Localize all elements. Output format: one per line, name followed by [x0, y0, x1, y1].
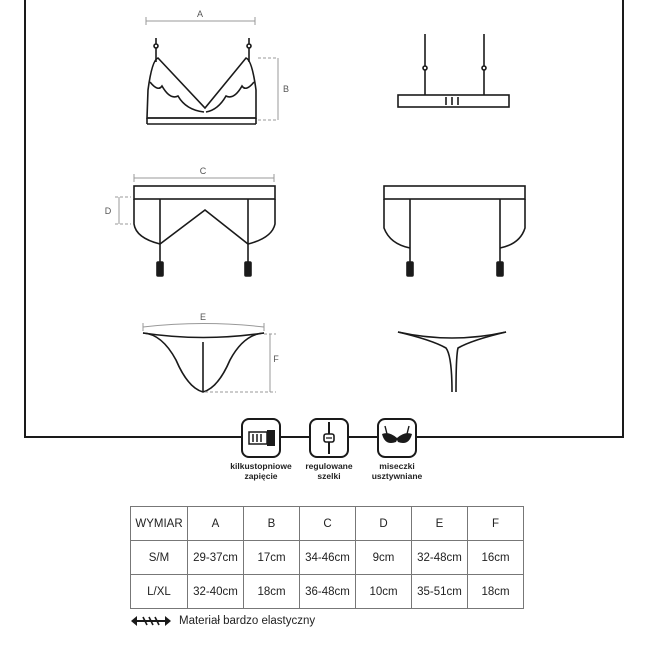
- dimension-a-label: A: [196, 9, 204, 19]
- garter-dimension-d: [115, 197, 131, 224]
- dimension-f-label: F: [273, 354, 279, 364]
- header-cell: WYMIAR: [131, 507, 188, 541]
- table-cell: 9cm: [356, 541, 412, 575]
- table-row: [131, 541, 524, 575]
- table-cell: 32-48cm: [412, 541, 468, 575]
- bra-back-drawing: [398, 34, 509, 107]
- table-cell: 35-51cm: [412, 575, 468, 609]
- table-cell: 16cm: [468, 541, 524, 575]
- thong-dimension-e: [143, 323, 264, 331]
- table-cell: 18cm: [468, 575, 524, 609]
- size-table-header: [131, 507, 524, 541]
- header-cell: E: [412, 507, 468, 541]
- table-cell: 18cm: [244, 575, 300, 609]
- size-label-cell: S/M: [131, 541, 188, 575]
- header-cell: A: [188, 507, 244, 541]
- feature-multi-hook-line1: kilkustopniowe: [230, 461, 292, 471]
- garter-belt-back-drawing: [384, 186, 525, 276]
- elastic-arrow-icon: [131, 615, 171, 627]
- thong-front-drawing: [143, 333, 264, 392]
- table-cell: 32-40cm: [188, 575, 244, 609]
- adjustable-strap-icon: [309, 418, 349, 458]
- thong-back-drawing: [398, 332, 506, 392]
- header-cell: D: [356, 507, 412, 541]
- table-cell: 29-37cm: [188, 541, 244, 575]
- feature-padded-cups-line2: usztywniane: [371, 471, 423, 481]
- dimension-d-label: D: [104, 206, 112, 216]
- padded-cups-icon: [377, 418, 417, 458]
- header-cell: F: [468, 507, 524, 541]
- elastic-legend-text: Materiał bardzo elastyczny: [179, 615, 316, 627]
- feature-padded-cups: [347, 418, 447, 481]
- header-cell: B: [244, 507, 300, 541]
- dimension-c-label: C: [199, 166, 207, 176]
- header-cell: C: [300, 507, 356, 541]
- size-label-cell: L/XL: [131, 575, 188, 609]
- feature-padded-cups-line1: miseczki: [379, 461, 415, 471]
- multi-hook-closure-icon: [241, 418, 281, 458]
- dimension-b-label: B: [282, 84, 290, 94]
- feature-adjustable-straps-line2: szelki: [317, 471, 341, 481]
- dimension-e-label: E: [199, 312, 207, 322]
- feature-multi-hook-line2: zapięcie: [244, 471, 278, 481]
- garter-belt-front-drawing: [134, 186, 275, 276]
- bra-front-drawing: [147, 38, 256, 124]
- feature-adjustable-straps-line1: regulowane: [305, 461, 353, 471]
- table-cell: 34-46cm: [300, 541, 356, 575]
- size-table: [130, 506, 524, 609]
- table-cell: 36-48cm: [300, 575, 356, 609]
- elastic-legend: [131, 613, 315, 629]
- feature-icons: [0, 418, 650, 488]
- table-cell: 17cm: [244, 541, 300, 575]
- table-row: [131, 575, 524, 609]
- table-cell: 10cm: [356, 575, 412, 609]
- bra-dimension-b: [258, 58, 278, 120]
